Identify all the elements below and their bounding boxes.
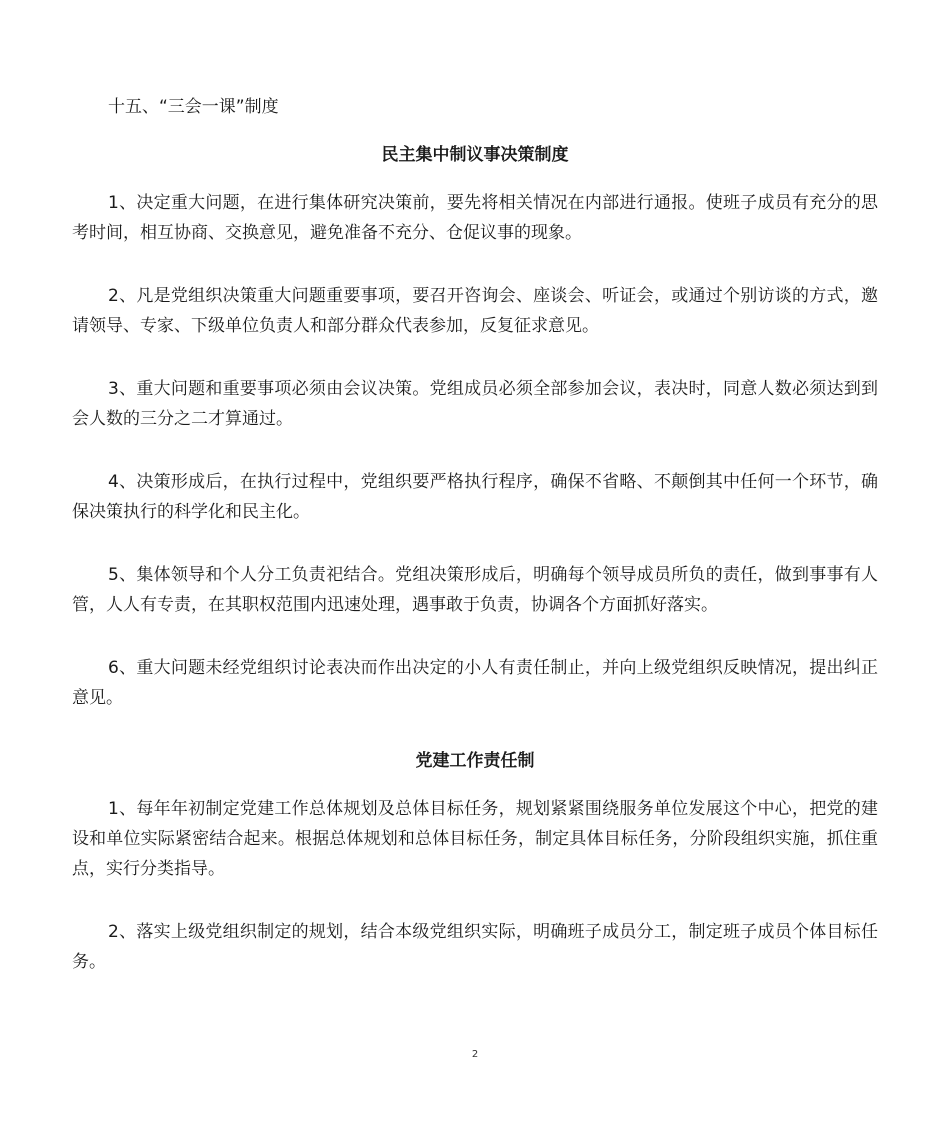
paragraph: 5、集体领导和个人分工负责祀结合。党组决策形成后，明确每个领导成员所负的责任，做到事事有人管，人人有专责，在其职权范围内迅速处理，遇事敢于负责，协调各个方面抓好落实。 bbox=[72, 565, 878, 615]
paragraph: 4、决策形成后，在执行过程中，党组织要严格执行程序，确保不省略、不颠倒其中任何一个环节，确保决策执行的科学化和民主化。 bbox=[72, 472, 878, 522]
paragraph: 2、落实上级党组织制定的规划，结合本级党组织实际，明确班子成员分工，制定班子成员个体目标任务。 bbox=[72, 922, 878, 972]
section-label: 十五、“三会一课”制度 bbox=[108, 97, 279, 117]
paragraph: 2、凡是党组织决策重大问题重要事项，要召开咨询会、座谈会、听证会，或通过个别访谈的方式，邀请领导、专家、下级单位负责人和部分群众代表参加，反复征求意见。 bbox=[72, 286, 878, 336]
paragraph: 1、决定重大问题，在进行集体研究决策前，要先将相关情况在内部进行通报。使班子成员有充分的思考时间，相互协商、交换意见，避免准备不充分、仓促议事的现象。 bbox=[72, 193, 878, 243]
section-heading-party-building: 党建工作责任制 bbox=[415, 751, 535, 771]
page-number: 2 bbox=[471, 1049, 479, 1060]
section-heading-decision-system: 民主集中制议事决策制度 bbox=[381, 145, 569, 165]
paragraph: 6、重大问题未经党组织讨论表决而作出决定的小人有责任制止，并向上级党组织反映情况，提出纠正意见。 bbox=[72, 658, 878, 708]
paragraph: 1、每年年初制定党建工作总体规划及总体目标任务，规划紧紧围绕服务单位发展这个中心，把党的建设和单位实际紧密结合起来。根据总体规划和总体目标任务，制定具体目标任务，分阶段组织实施，抓住重点，实行分类指导。 bbox=[72, 799, 878, 879]
paragraph: 3、重大问题和重要事项必须由会议决策。党组成员必须全部参加会议，表决时，同意人数必须达到到会人数的三分之二才算通过。 bbox=[72, 379, 878, 429]
